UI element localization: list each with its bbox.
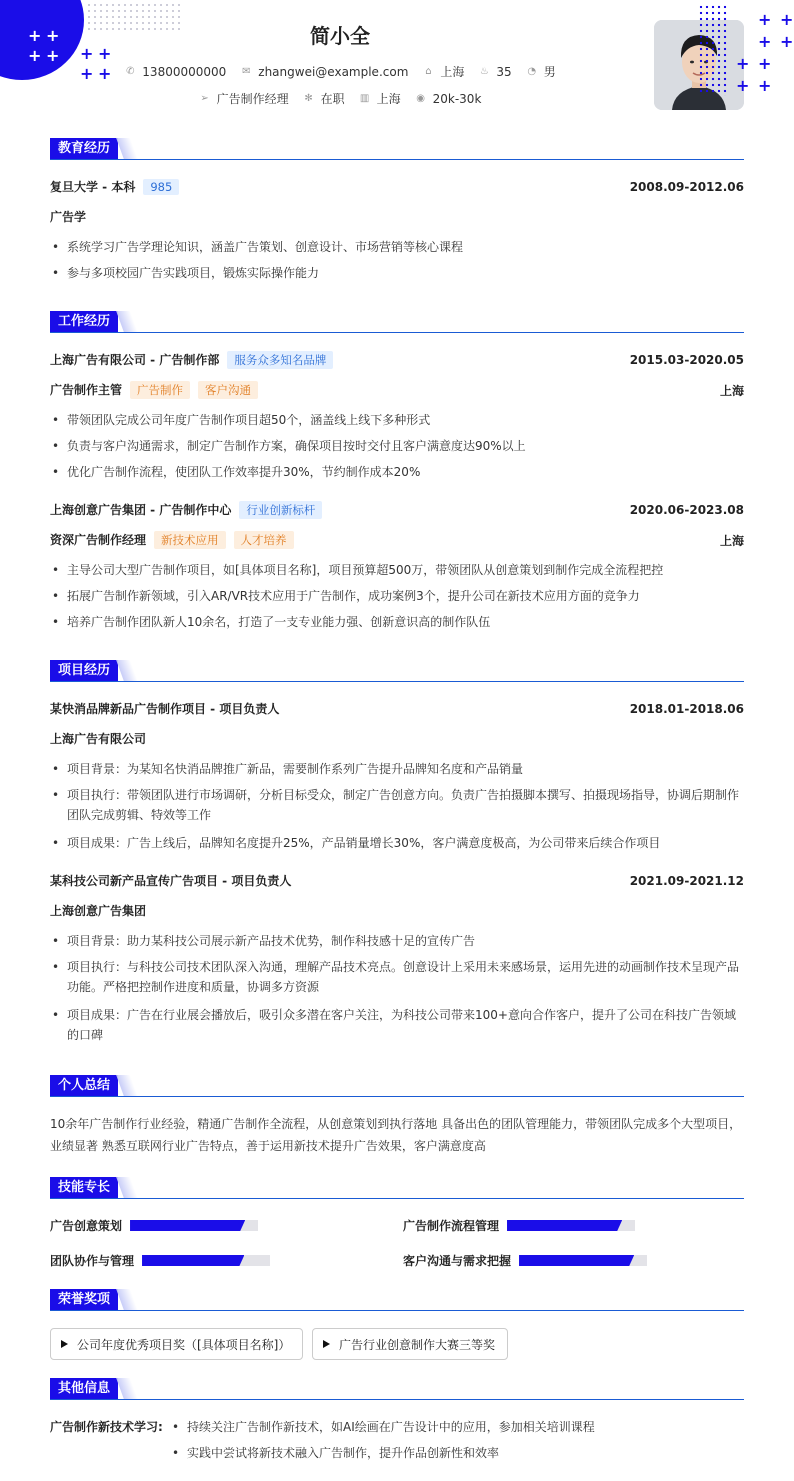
list-item: • 持续关注广告制作新技术，如AI绘画在广告设计中的应用，参加相关培训课程 [170, 1417, 744, 1437]
section-header [50, 138, 744, 160]
email-item: ✉ zhangwei@example.com [242, 64, 409, 79]
skill-name: 客户沟通与需求把握 [403, 1254, 512, 1268]
list-item: • 系统学习广告学理论知识，涵盖广告策划、创意设计、市场营销等核心课程 [50, 237, 744, 257]
list-item: • 优化广告制作流程，使团队工作效率提升30%，节约制作成本20% [50, 462, 744, 482]
age-item: ♨ 35 [479, 64, 512, 79]
list-item: • 负责与客户沟通需求，制定广告制作方案，确保项目按时交付且客户满意度达90%以上 [50, 436, 744, 456]
role-tag: 新技术应用 [154, 531, 226, 549]
school-tag: 985 [143, 179, 179, 195]
award-item [50, 1328, 303, 1360]
role-tag: 广告制作 [130, 381, 190, 399]
status-icon: ✻ [304, 92, 313, 104]
section-title-tail [116, 1075, 138, 1096]
contact-row [0, 63, 680, 83]
work-role-row [50, 531, 744, 549]
summary-text: 10余年广告制作行业经验，精通广告制作全流程，从创意策划到执行落地 具备出色的团队管理能力，带领团队完成多个大型项目，业绩显著 熟悉互联网行业广告特点，善于运用新技术提升广告效果，客户满意度高 [50, 1117, 742, 1153]
list-item: • 项目执行：与科技公司技术团队深入沟通，理解产品技术亮点。创意设计上采用未来感场景，运用先进的动画制作技术呈现产品功能。严格把控制作进度和质量，协调多方资源 [50, 957, 744, 997]
section-title: 荣誉奖项 [50, 1289, 118, 1310]
other-label: 广告制作新技术学习: [50, 1420, 163, 1434]
skill-name: 广告创意策划 [50, 1219, 123, 1233]
plus-icon: + [28, 46, 42, 65]
list-item: • 拓展广告制作新领域，引入AR/VR技术应用于广告制作，成功案例3个，提升公司在新技术应用方面的竞争力 [50, 586, 744, 606]
section-title-tail [116, 1177, 138, 1198]
cake-icon: ♨ [479, 65, 489, 77]
building-icon: ▥ [359, 92, 370, 104]
role-name: 资深广告制作经理 [50, 533, 147, 547]
work-company-row [50, 351, 744, 369]
section-header [50, 1289, 744, 1311]
section-title-tail [116, 1378, 138, 1399]
work-period: 2020.06-2023.08 [629, 503, 744, 517]
triangle-right-icon [61, 1340, 68, 1348]
skill-item [403, 1252, 647, 1269]
candidate-name: 简小全 [310, 24, 370, 48]
skill-name: 团队协作与管理 [50, 1254, 135, 1268]
project-org: 上海创意广告集团 [50, 904, 147, 918]
skill-bar [130, 1220, 258, 1231]
target-city-item: ▥ 上海 [359, 92, 401, 106]
skill-bar [519, 1255, 647, 1266]
plus-icon: + [28, 26, 42, 45]
project-title: 某科技公司新产品宣传广告项目 - 项目负责人 [50, 874, 292, 888]
list-item: • 培养广告制作团队新人10余名，打造了一支专业能力强、创新意识高的制作队伍 [50, 612, 744, 632]
skill-bar-fill [142, 1255, 244, 1266]
plus-icon: + [780, 32, 794, 51]
section-title-tail [116, 660, 138, 681]
section-title: 工作经历 [50, 311, 118, 332]
list-item: • 主导公司大型广告制作项目，如[具体项目名称]，项目预算超500万，带领团队从创意策划到制作完成全流程把控 [50, 560, 744, 580]
project-period: 2021.09-2021.12 [629, 873, 744, 888]
plus-icon: + [98, 44, 112, 63]
gender-item: ◔ 男 [527, 65, 556, 79]
education-row [50, 178, 744, 195]
award-item [312, 1328, 508, 1360]
skills-section [50, 1177, 744, 1268]
list-item: • 参与多项校园广告实践项目，锻炼实际操作能力 [50, 263, 744, 283]
work-section [50, 311, 744, 629]
plus-icon: + [98, 64, 112, 83]
gender-icon: ◔ [527, 65, 537, 77]
mail-icon: ✉ [242, 65, 251, 77]
school-name: 复旦大学 - 本科 [50, 180, 136, 194]
coin-icon: ◉ [416, 92, 425, 104]
section-header [50, 1177, 744, 1199]
position-item: ➢ 广告制作经理 [200, 92, 289, 106]
project-title-row [50, 700, 744, 717]
education-period: 2008.09-2012.06 [629, 179, 744, 194]
list-item: • 项目成果：广告在行业展会播放后，吸引众多潜在客户关注，为科技公司带来100+意向合作客户，提升了公司在科技广告领域的口碑 [50, 1005, 744, 1045]
work-location: 上海 [719, 383, 744, 398]
award-label: 广告行业创意制作大赛三等奖 [339, 1337, 496, 1352]
city-item: ⌂ 上海 [422, 63, 464, 80]
section-title-tail [116, 1289, 138, 1310]
home-icon: ⌂ [425, 65, 432, 77]
major: 广告学 [50, 210, 87, 224]
plus-icon: + [46, 46, 60, 65]
education-section [50, 138, 744, 280]
project-period: 2018.01-2018.06 [629, 701, 744, 716]
plus-icon: + [46, 26, 60, 45]
role-name: 广告制作主管 [50, 383, 123, 397]
work-company-row [50, 501, 744, 519]
skill-item [50, 1252, 270, 1269]
intention-row [0, 90, 680, 107]
section-header [50, 311, 744, 333]
skill-bar [507, 1220, 635, 1231]
award-label: 公司年度优秀项目奖（[具体项目名称]） [77, 1337, 291, 1352]
other-section [50, 1378, 744, 1460]
plus-icon: + [80, 64, 94, 83]
list-item: • 项目执行：带领团队进行市场调研，分析目标受众，制定广告创意方向。负责广告拍摄脚本撰写、拍摄现场指导，协调后期制作团队完成剪辑、特效等工作 [50, 785, 744, 825]
section-title: 项目经历 [50, 660, 118, 681]
section-title-tail [116, 311, 138, 332]
list-item: • 实践中尝试将新技术融入广告制作，提升作品创新性和效率 [170, 1443, 744, 1463]
company-tag: 服务众多知名品牌 [227, 351, 333, 369]
plus-icon: + [758, 76, 772, 95]
skill-item [403, 1217, 635, 1234]
section-header [50, 1378, 744, 1400]
plus-icon: + [736, 54, 750, 73]
skill-bar-fill [507, 1220, 622, 1231]
plus-icon: + [758, 32, 772, 51]
section-title: 其他信息 [50, 1378, 118, 1399]
skill-name: 广告制作流程管理 [403, 1219, 500, 1233]
company-tag: 行业创新标杆 [239, 501, 322, 519]
skill-bar [142, 1255, 270, 1266]
work-location: 上海 [719, 533, 744, 548]
role-tag: 客户沟通 [198, 381, 258, 399]
section-title-tail [116, 138, 138, 159]
section-title: 个人总结 [50, 1075, 118, 1096]
skill-item [50, 1217, 258, 1234]
decor-dots [698, 4, 728, 96]
phone-item: ✆ 13800000000 [126, 64, 227, 79]
plus-icon: + [80, 44, 94, 63]
triangle-right-icon [323, 1340, 330, 1348]
company-name: 上海广告有限公司 - 广告制作部 [50, 353, 220, 367]
send-icon: ➢ [200, 92, 209, 104]
plus-icon: + [758, 10, 772, 29]
projects-section [50, 660, 744, 1042]
project-title: 某快消品牌新品广告制作项目 - 项目负责人 [50, 702, 280, 716]
salary-item: ◉ 20k-30k [416, 91, 482, 106]
company-name: 上海创意广告集团 - 广告制作中心 [50, 503, 232, 517]
section-title: 技能专长 [50, 1177, 118, 1198]
section-header [50, 660, 744, 682]
project-title-row [50, 872, 744, 889]
skill-bar-fill [519, 1255, 634, 1266]
summary-section [50, 1075, 744, 1153]
work-period: 2015.03-2020.05 [629, 353, 744, 367]
plus-icon: + [736, 76, 750, 95]
list-item: • 带领团队完成公司年度广告制作项目超50个，涵盖线上线下多种形式 [50, 410, 744, 430]
awards-section [50, 1289, 744, 1352]
list-item: • 项目背景：为某知名快消品牌推广新品，需要制作系列广告提升品牌知名度和产品销量 [50, 759, 744, 779]
status-item: ✻ 在职 [304, 92, 345, 106]
list-item: • 项目成果：广告上线后，品牌知名度提升25%，产品销量增长30%，客户满意度极高，为公司带来后续合作项目 [50, 833, 744, 853]
phone-icon: ✆ [126, 65, 135, 77]
section-title: 教育经历 [50, 138, 118, 159]
list-item: • 项目背景：助力某科技公司展示新产品技术优势，制作科技感十足的宣传广告 [50, 931, 744, 951]
plus-icon: + [758, 54, 772, 73]
plus-icon: + [780, 10, 794, 29]
role-tag: 人才培养 [234, 531, 294, 549]
work-role-row [50, 381, 744, 399]
skill-bar-fill [130, 1220, 245, 1231]
section-header [50, 1075, 744, 1097]
project-org: 上海广告有限公司 [50, 732, 147, 746]
